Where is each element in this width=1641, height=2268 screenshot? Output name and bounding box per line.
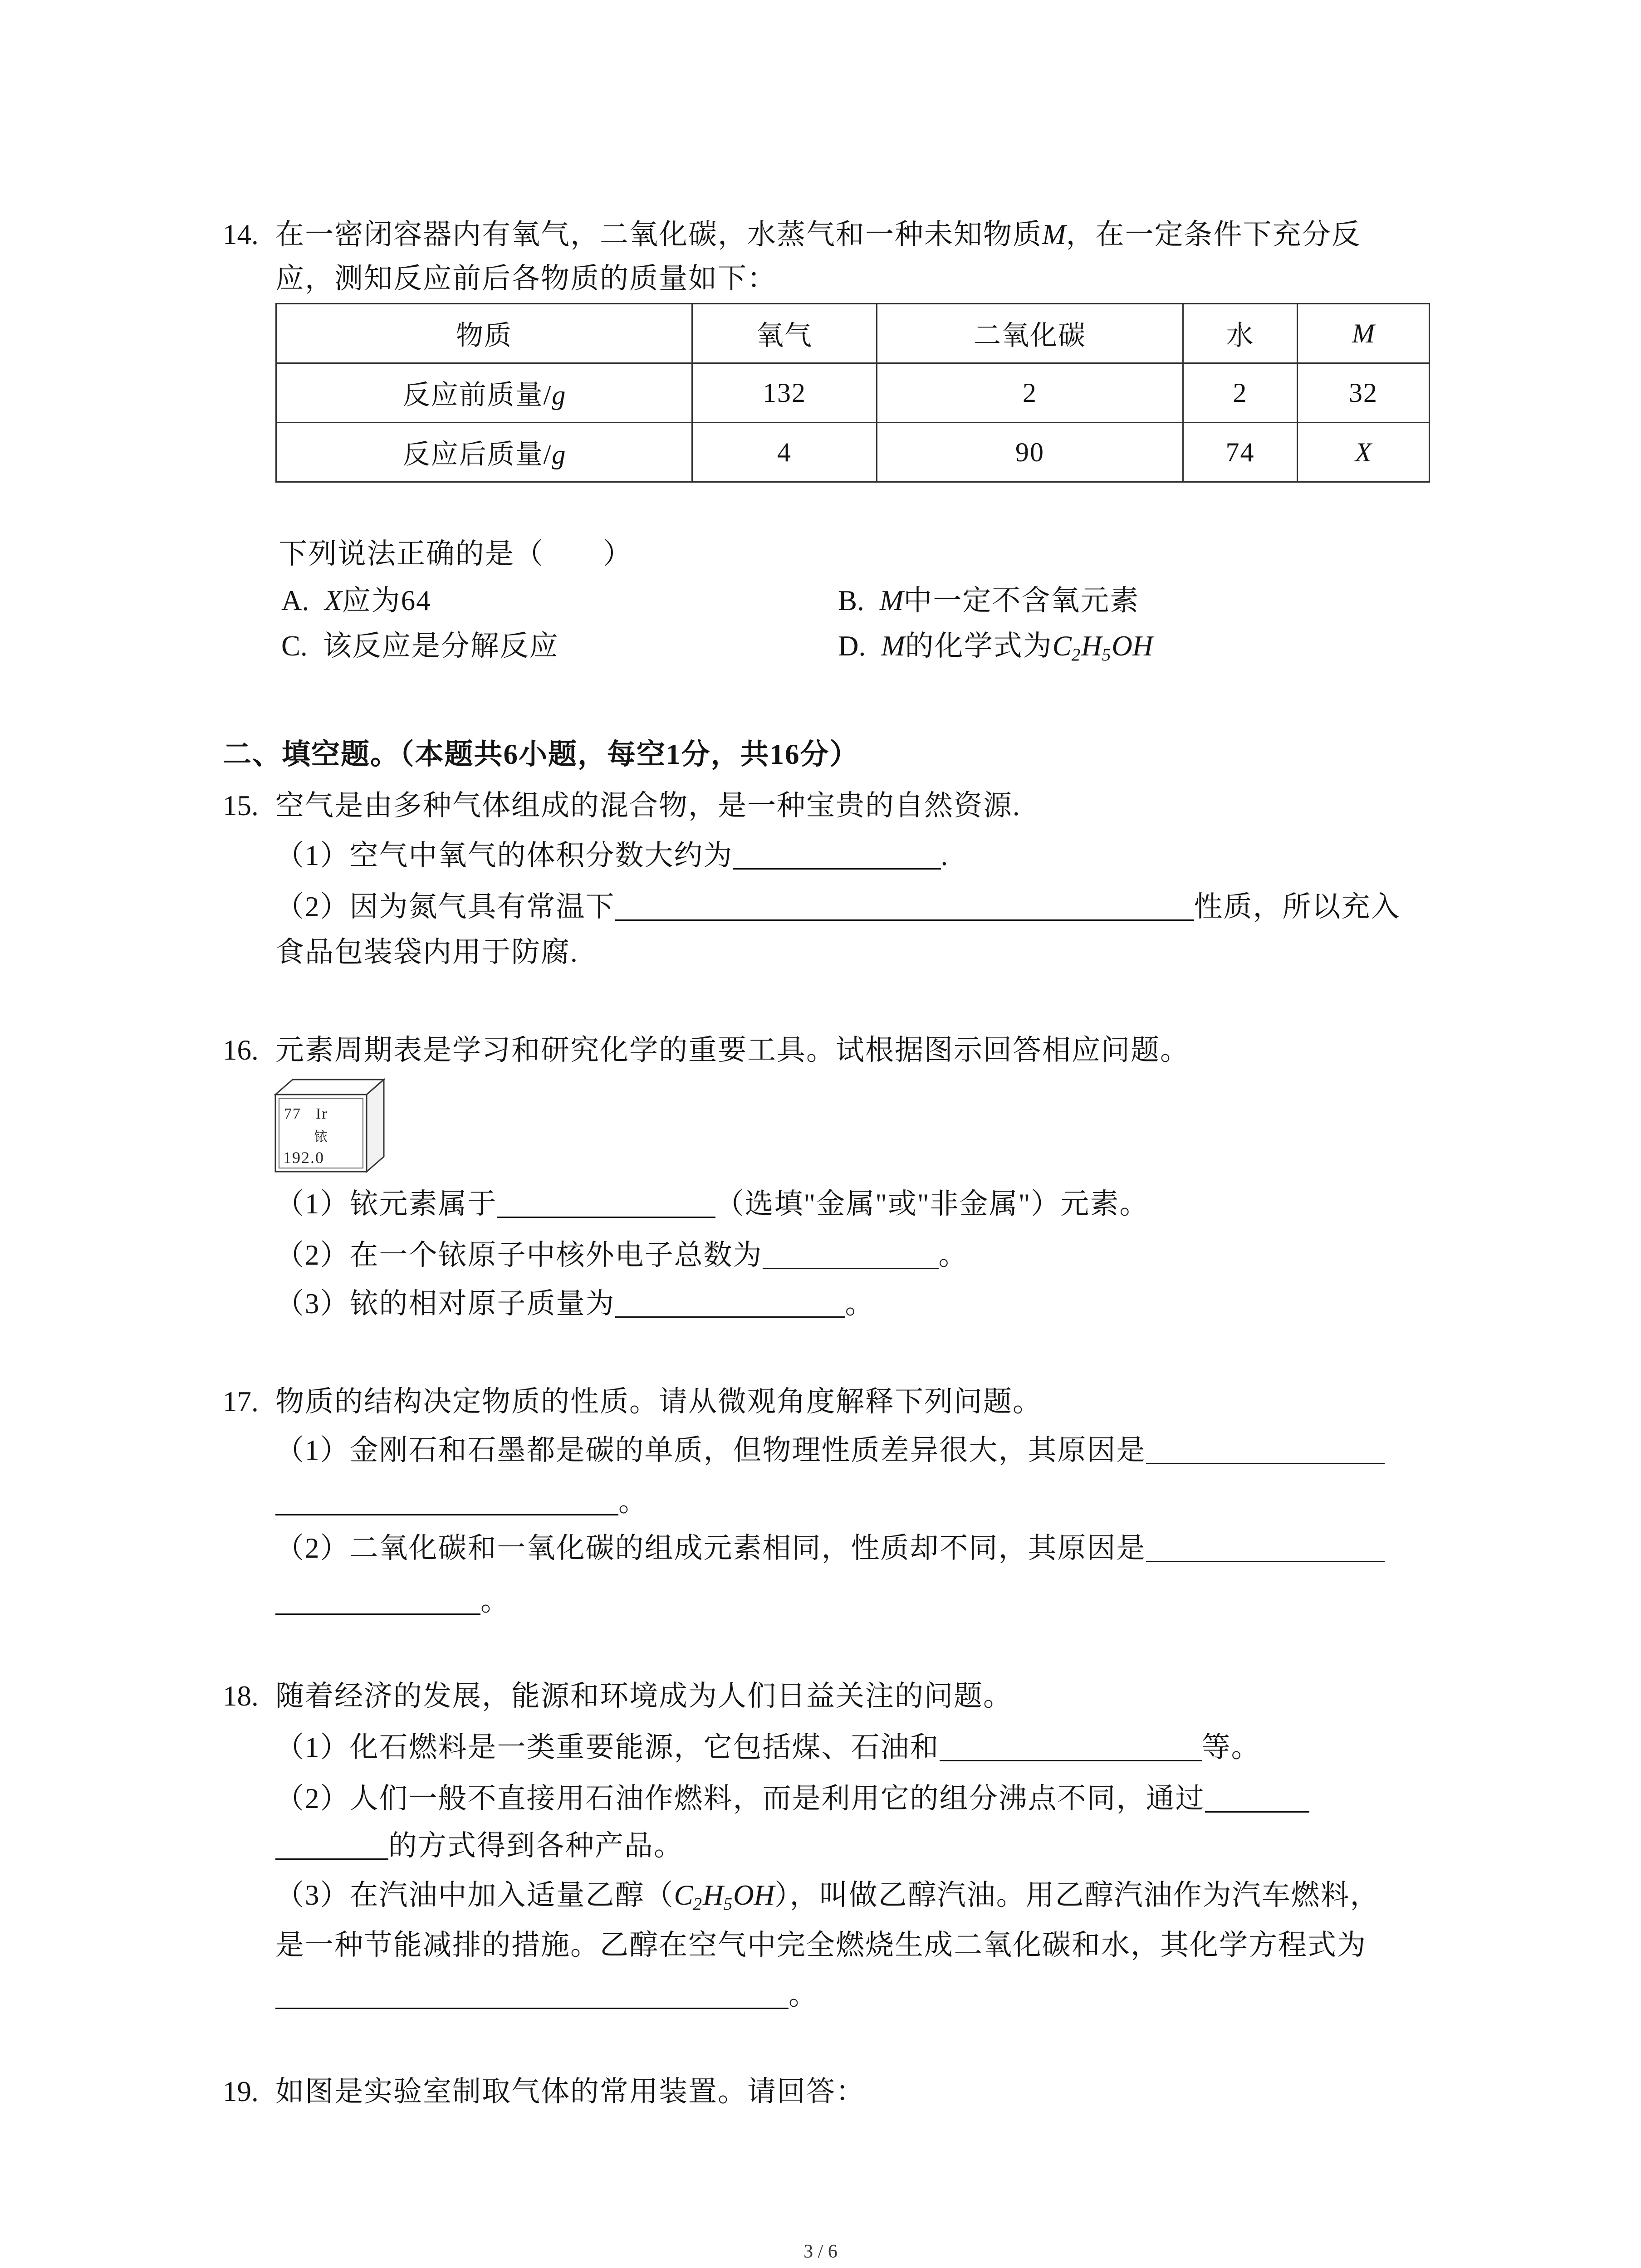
answer-blank — [733, 868, 941, 870]
sub-text: 。 — [480, 1585, 510, 1617]
q14-option-c — [281, 631, 559, 661]
answer-blank — [1146, 1462, 1385, 1464]
table-header-cell: M — [1298, 304, 1430, 363]
sub-text: （2）人们一般不直接用石油作燃料，而是利用它的组分沸点不同，通过 — [275, 1783, 1205, 1814]
sub-text: （2）在一个铱原子中核外电子总数为 — [275, 1239, 763, 1271]
table-cell: 90 — [877, 423, 1183, 482]
q16-number: 16. — [223, 1034, 259, 1066]
q14-stem-line1 — [223, 220, 1361, 249]
q18-sub1 — [275, 1732, 1261, 1762]
table-cell: 132 — [692, 363, 877, 423]
q17-stem — [223, 1387, 1042, 1417]
option-letter: A. — [281, 585, 309, 616]
q15-sub2-line2: 食品包装袋内用于防腐. — [275, 936, 578, 968]
q17-number: 17. — [223, 1386, 259, 1418]
q17-sub1 — [275, 1435, 1385, 1465]
q17-sub1-line2 — [275, 1486, 648, 1516]
q19-stem — [223, 2077, 865, 2107]
q15-stem — [223, 791, 1021, 821]
sub-text: . — [941, 840, 949, 871]
table-row — [276, 363, 1430, 423]
answer-blank — [1205, 1811, 1309, 1813]
option-var: X — [324, 585, 342, 616]
sub-text: （3）铱的相对原子质量为 — [275, 1288, 615, 1320]
q17-sub2-line2 — [275, 1586, 510, 1616]
sub-text: （1）铱元素属于 — [275, 1188, 497, 1220]
q14-option-b — [838, 586, 1139, 616]
table-cell: 2 — [877, 363, 1183, 423]
q15-number: 15. — [223, 790, 259, 821]
q16-sub2 — [275, 1240, 968, 1270]
formula-part: H — [703, 1879, 724, 1911]
sub-text: （2）因为氮气具有常温下 — [275, 891, 615, 923]
q14-option-a — [281, 586, 431, 616]
sub-text: 。 — [845, 1288, 875, 1320]
sub-text: （1）空气中氧气的体积分数大约为 — [275, 840, 733, 871]
q18-stem-text: 随着经济的发展，能源和环境成为人们日益关注的问题。 — [275, 1680, 1013, 1712]
element-atomic-number: 77 — [284, 1105, 301, 1122]
sub-text: 。 — [789, 1979, 818, 2011]
table-header-cell: 物质 — [276, 304, 692, 363]
q18-stem — [223, 1681, 1013, 1711]
q16-sub1 — [275, 1189, 1149, 1219]
element-symbol: Ir — [316, 1105, 328, 1122]
table-header-cell: 氧气 — [692, 304, 877, 363]
sub-text: 性质，所以充入 — [1194, 891, 1401, 923]
answer-blank — [275, 2007, 789, 2009]
option-letter: D. — [838, 630, 866, 662]
table-cell: 2 — [1183, 363, 1298, 423]
q14-option-d — [838, 630, 1153, 665]
formula-part: H — [1081, 630, 1102, 662]
option-text: 的化学式为 — [905, 630, 1053, 662]
table-header-row — [276, 304, 1430, 363]
answer-blank — [940, 1760, 1202, 1761]
q14-number: 14. — [223, 219, 259, 250]
table-row-label — [276, 363, 692, 423]
q18-sub2-line2 — [275, 1831, 683, 1861]
q14-stem-var: M — [1042, 219, 1066, 250]
table-row — [276, 423, 1430, 482]
q15-stem-text: 空气是由多种气体组成的混合物，是一种宝贵的自然资源. — [275, 790, 1021, 821]
answer-blank — [275, 1514, 618, 1515]
q16-stem — [223, 1035, 1190, 1065]
option-var: M — [879, 585, 904, 616]
formula-part: OH — [733, 1879, 775, 1911]
q18-sub3-line2: 是一种节能减排的措施。乙醇在空气中完全燃烧生成二氧化碳和水，其化学方程式为 — [275, 1929, 1367, 1961]
option-letter: B. — [838, 585, 864, 616]
q18-number: 18. — [223, 1680, 259, 1712]
row-label-text: 反应后质量/ — [402, 440, 552, 469]
row-label-unit: g — [552, 380, 566, 410]
sub-text: 等。 — [1201, 1731, 1261, 1763]
sub-text: 的方式得到各种产品。 — [388, 1830, 683, 1862]
q19-number: 19. — [223, 2076, 259, 2107]
table-cell: 32 — [1298, 363, 1430, 423]
q14-stem-a: 在一密闭容器内有氧气，二氧化碳，水蒸气和一种未知物质 — [275, 219, 1042, 250]
q16-stem-text: 元素周期表是学习和研究化学的重要工具。试根据图示回答相应问题。 — [275, 1034, 1190, 1066]
formula-subscript: 5 — [723, 1894, 734, 1914]
sub-text: （2）二氧化碳和一氧化碳的组成元素相同，性质却不同，其原因是 — [275, 1532, 1146, 1564]
answer-blank — [615, 1316, 845, 1318]
option-text: 应为64 — [342, 585, 431, 616]
q14-prompt: 下列说法正确的是（ ） — [279, 538, 632, 570]
sub-text: （1）金刚石和石墨都是碳的单质，但物理性质差异很大，其原因是 — [275, 1434, 1146, 1466]
sub-text: 。 — [938, 1239, 968, 1271]
periodic-element-box — [272, 1076, 390, 1176]
answer-blank — [275, 1613, 480, 1615]
table-cell: X — [1298, 423, 1430, 482]
option-text: 该反应是分解反应 — [323, 630, 559, 662]
q15-sub1 — [275, 841, 949, 870]
sub-text: ），叫做乙醇汽油。用乙醇汽油作为汽车燃料， — [774, 1879, 1380, 1911]
element-mass: 192.0 — [283, 1149, 324, 1167]
q18-sub2 — [275, 1784, 1309, 1813]
answer-blank — [763, 1267, 939, 1269]
formula-part: OH — [1112, 630, 1153, 662]
sub-text: （3）在汽油中加入适量乙醇（ — [275, 1879, 674, 1911]
q18-sub3-line3 — [275, 1980, 818, 2010]
sub-text: 。 — [618, 1486, 648, 1517]
answer-blank — [615, 919, 1194, 921]
table-header-cell: 水 — [1183, 304, 1298, 363]
q14-stem-b: ，在一定条件下充分反 — [1066, 219, 1361, 250]
option-letter: C. — [281, 630, 308, 662]
answer-blank — [497, 1216, 715, 1218]
q18-sub3 — [275, 1879, 1380, 1914]
formula-subscript: 2 — [1071, 645, 1082, 665]
option-text: 中一定不含氧元素 — [903, 585, 1140, 616]
formula-part: C — [674, 1879, 693, 1911]
q14-mass-table — [275, 303, 1430, 483]
section-heading: 二、填空题。（本题共6小题，每空1分，共16分） — [223, 738, 859, 770]
answer-blank — [1146, 1560, 1385, 1562]
formula-part: C — [1052, 630, 1072, 662]
table-cell: 74 — [1183, 423, 1298, 482]
sub-text: （选填"金属"或"非金属"）元素。 — [715, 1188, 1149, 1220]
q19-stem-text: 如图是实验室制取气体的常用装置。请回答： — [275, 2076, 865, 2107]
row-label-text: 反应前质量/ — [402, 380, 552, 410]
sub-text: （1）化石燃料是一类重要能源，它包括煤、石油和 — [275, 1731, 940, 1763]
q17-sub2 — [275, 1533, 1385, 1563]
element-name: 铱 — [314, 1129, 328, 1144]
box-top-face — [275, 1080, 384, 1095]
table-header-cell: 二氧化碳 — [877, 304, 1183, 363]
box-side-face — [367, 1080, 384, 1172]
formula-subscript: 5 — [1102, 645, 1112, 665]
q17-stem-text: 物质的结构决定物质的性质。请从微观角度解释下列问题。 — [275, 1386, 1042, 1418]
table-cell: 4 — [692, 423, 877, 482]
q16-sub3 — [275, 1289, 875, 1319]
table-row-label — [276, 423, 692, 482]
q15-sub2 — [275, 892, 1401, 922]
option-var: M — [881, 630, 905, 662]
page-number: 3 / 6 — [803, 2241, 838, 2262]
formula-subscript: 2 — [693, 1894, 703, 1914]
answer-blank — [275, 1858, 388, 1860]
q14-stem-line2: 应，测知反应前后各物质的质量如下： — [275, 263, 777, 294]
row-label-unit: g — [552, 440, 566, 469]
